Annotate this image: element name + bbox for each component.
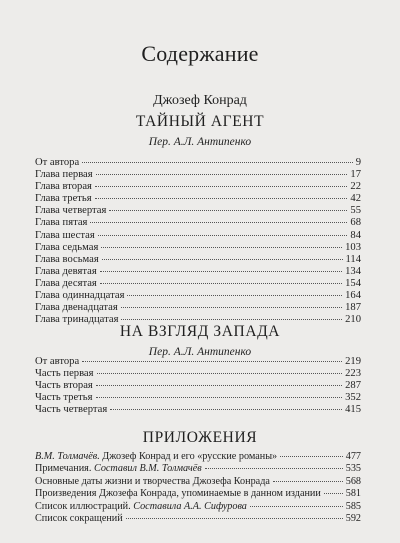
toc-entry-label [35,290,124,302]
toc-entry-title: Джозеф Конрад и его «русские романы» [99,451,278,462]
toc-entry-title: Глава вторая [35,181,92,193]
leader-dots [100,271,342,272]
toc-entry-title: Глава двенадцатая [35,302,118,314]
leader-dots [110,409,342,410]
toc-entry-page: 592 [345,512,361,524]
toc-entry-label [35,266,97,278]
leader-dots [96,385,342,386]
toc-entry-title: Глава тринадцатая [35,314,119,326]
toc-entry-title: Глава девятая [35,265,97,277]
author-name: Джозеф Конрад [153,93,247,108]
toc-entry-label [35,169,93,181]
leader-dots [95,198,348,199]
toc-list-western-eyes [35,356,361,416]
toc-entry-title: Примечания. [35,463,94,475]
toc-entry [35,157,361,169]
leader-dots [98,235,348,236]
toc-entry [35,356,361,368]
toc-entry-page: 210 [345,314,361,326]
toc-entry-label [35,254,99,266]
toc-entry-page: 287 [345,380,361,392]
leader-dots [96,174,348,175]
toc-entry-title: Часть третья [35,392,93,404]
toc-entry-label [35,157,79,169]
toc-entry-label [35,392,93,404]
leader-dots [126,518,343,519]
leader-dots [250,506,343,507]
toc-entry [35,230,361,242]
toc-list-secret-agent [35,157,361,326]
toc-list-appendices [35,451,361,525]
toc-entry-title: Глава первая [35,169,93,181]
toc-entry-title: Список иллюстраций. [35,500,134,512]
toc-entry-page: 477 [345,451,361,462]
toc-entry-title: Часть вторая [35,380,93,392]
toc-entry [35,169,361,181]
toc-entry [35,254,361,266]
toc-entry-label [35,488,321,500]
leader-dots [121,319,342,320]
leader-dots [100,283,342,284]
toc-entry [35,193,361,205]
toc-entry [35,476,361,488]
leader-dots [82,162,353,163]
toc-entry-label [35,356,79,368]
toc-entry [35,302,361,314]
leader-dots [97,373,343,374]
toc-entry-page: 581 [345,488,361,500]
toc-entry-label [35,368,94,380]
toc-entry-page: 352 [345,392,361,404]
toc-entry-page: 585 [345,500,361,512]
toc-entry-page: 114 [345,253,361,265]
toc-entry-page: 84 [350,229,361,241]
toc-entry [35,488,361,500]
leader-dots [102,259,343,260]
section-heading-appendices: ПРИЛОЖЕНИЯ [142,429,258,446]
toc-entry-page: 103 [345,241,361,253]
toc-entry [35,217,361,229]
toc-entry [35,380,361,392]
toc-entry [35,501,361,513]
toc-entry-title: Глава четвертая [35,205,107,217]
toc-entry-page: 17 [350,169,361,181]
toc-entry-label [35,278,97,290]
toc-entry-title: Глава восьмая [35,253,99,265]
toc-entry-page: 223 [345,368,361,380]
toc-entry-title: Глава шестая [35,229,95,241]
toc-entry-title: Основные даты жизни и творчества Джозефа Конрада [35,475,270,487]
leader-dots [121,307,342,308]
toc-entry-label [35,513,123,525]
toc-entry [35,290,361,302]
translator-western-eyes: Пер. А.Л. Антипенко [148,346,252,358]
toc-entry-label [35,451,277,463]
toc-entry [35,392,361,404]
toc-entry [35,278,361,290]
toc-entry-page: 55 [350,205,361,217]
toc-entry-label [35,302,118,314]
toc-entry [35,368,361,380]
toc-entry [35,463,361,475]
toc-entry [35,451,361,463]
toc-entry [35,242,361,254]
toc-entry-title: Глава одиннадцатая [35,290,125,302]
toc-entry-label [35,217,87,229]
toc-entry [35,205,361,217]
toc-entry-label [35,242,98,254]
toc-entry-credit: Составил В.М. Толмачёв [93,463,202,475]
toc-entry-page: 415 [345,404,361,416]
toc-entry [35,181,361,193]
leader-dots [96,397,343,398]
translator-secret-agent: Пер. А.Л. Антипенко [148,136,252,148]
toc-entry-label [35,181,92,193]
toc-entry-title: Часть четвертая [35,404,108,416]
toc-entry-label [35,380,93,392]
leader-dots [95,186,347,187]
toc-entry-credit: В.М. Толмачёв. [35,451,100,462]
toc-entry [35,404,361,416]
toc-entry-page: 154 [345,277,361,289]
leader-dots [90,222,347,223]
toc-entry-title: Часть первая [35,368,94,380]
leader-dots [324,493,343,494]
leader-dots [127,295,342,296]
section-heading-secret-agent: ТАЙНЫЙ АГЕНТ [135,113,265,130]
toc-entry-title: От автора [35,356,80,367]
toc-entry-title: Произведения Джозефа Конрада, упоминаемые в данном издании [35,488,321,500]
toc-entry-title: Глава десятая [35,277,97,289]
toc-entry-label [35,230,95,242]
toc-entry-label [35,463,202,475]
page-title: Содержание [141,41,259,66]
toc-entry-page: 164 [345,290,361,302]
toc-entry-title: Список сокращений [35,512,123,524]
toc-entry-page: 9 [355,157,361,168]
toc-entry-title: От автора [35,157,80,168]
toc-entry-page: 42 [350,193,361,205]
toc-entry-label [35,205,106,217]
toc-entry [35,513,361,525]
toc-entry [35,266,361,278]
toc-entry-page: 535 [345,463,361,475]
toc-entry-title: Глава седьмая [35,241,99,253]
toc-entry-page: 134 [345,265,361,277]
toc-entry-page: 68 [350,217,361,229]
leader-dots [273,481,343,482]
toc-entry-page: 219 [345,356,361,367]
toc-entry-label [35,404,107,416]
toc-entry-page: 568 [345,475,361,487]
leader-dots [280,456,343,457]
toc-entry-title: Глава пятая [35,217,88,229]
toc-entry-credit: Составила А.А. Сифурова [133,500,247,512]
leader-dots [109,210,347,211]
section-heading-western-eyes: НА ВЗГЛЯД ЗАПАДА [119,323,281,340]
leader-dots [82,361,342,362]
leader-dots [205,468,343,469]
toc-entry-page: 22 [350,181,361,193]
toc-entry-label [35,501,247,513]
toc-entry-label [35,476,270,488]
toc-entry-title: Глава третья [35,193,92,205]
toc-entry-label [35,193,92,205]
leader-dots [101,247,342,248]
toc-entry-page: 187 [345,302,361,314]
